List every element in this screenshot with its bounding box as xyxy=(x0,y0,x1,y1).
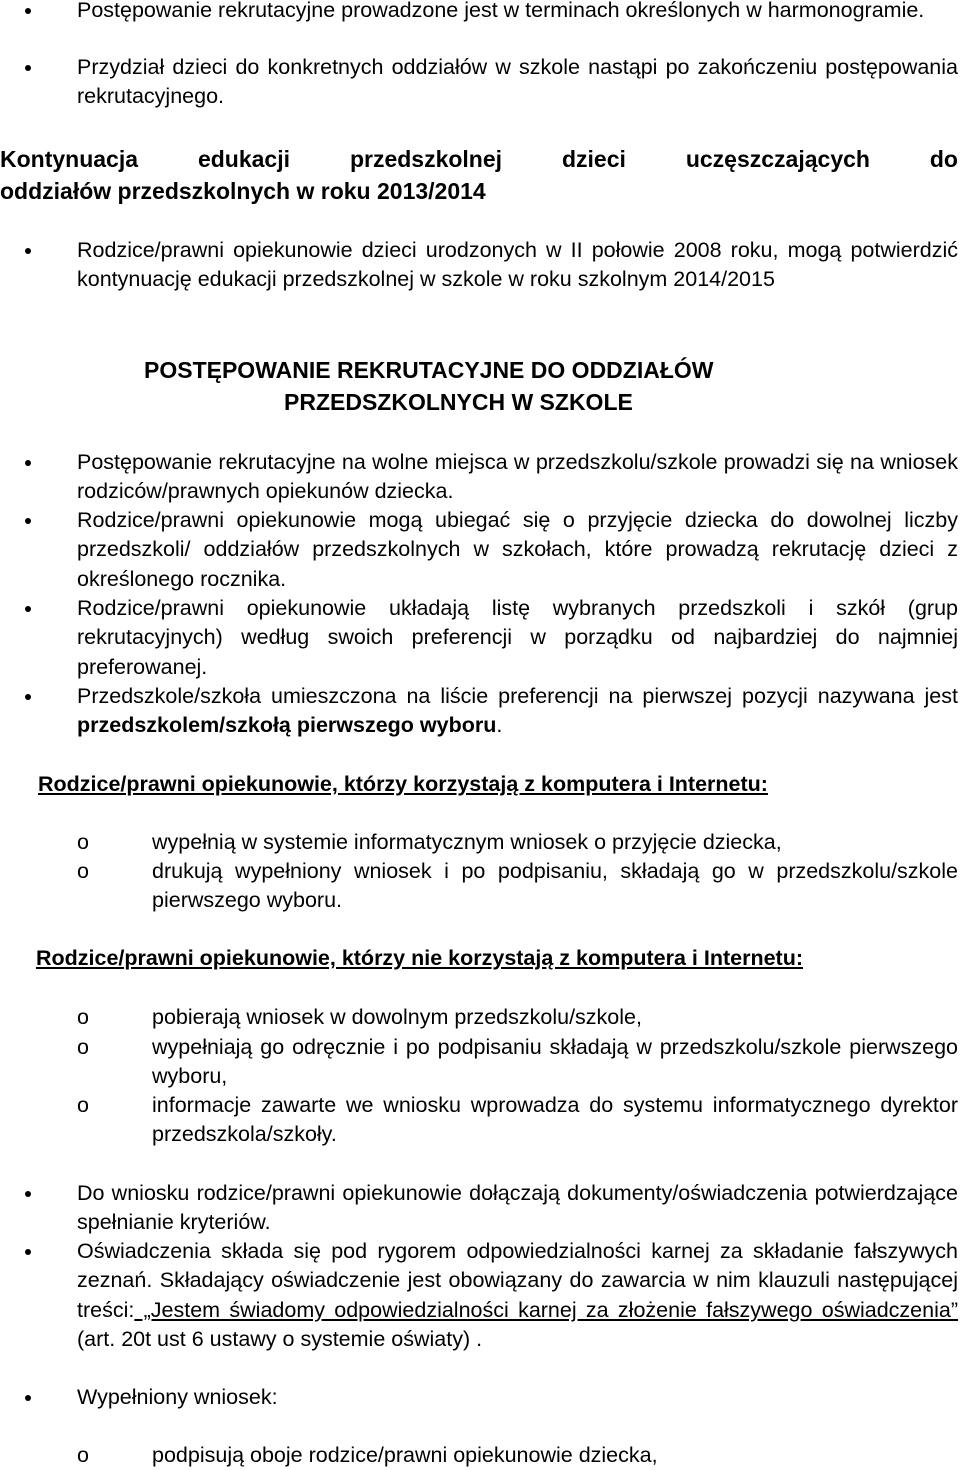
bullet-text: Do wniosku rodzice/prawni opiekunowie dołączają dokumenty/oświadczenia potwierdzające spełnianie kryteriów. xyxy=(77,1181,958,1235)
bullet-text: Postępowanie rekrutacyjne prowadzone jest w terminach określonych w harmonogramie. xyxy=(77,0,925,22)
item-text: wypełniają go odręcznie i po podpisaniu składają w przedszkolu/szkole pierwszego wyboru, xyxy=(152,1035,958,1089)
bullet-icon xyxy=(25,606,31,612)
list-item xyxy=(0,0,958,25)
list-item xyxy=(0,53,958,112)
bullet-icon xyxy=(25,1191,31,1197)
list-item xyxy=(0,682,958,741)
list-item xyxy=(0,1033,958,1092)
bullet-text: Przedszkole/szkoła umieszczona na liście preferencji na pierwszej pozycji nazywana jest przedszkolem/szkołą pierwszego wyboru. xyxy=(77,684,958,738)
bullet-icon xyxy=(25,248,31,254)
quoted-clause: „Jestem świadomy odpowiedzialności karnej za złożenie fałszywego oświadczenia” xyxy=(134,1297,958,1322)
bullet-icon xyxy=(25,460,31,466)
subsection-heading: Rodzice/prawni opiekunowie, którzy korzystają z komputera i Internetu: xyxy=(38,772,768,796)
subsection-heading: Rodzice/prawni opiekunowie, którzy nie korzystają z komputera i Internetu: xyxy=(36,946,803,970)
bullet-text: Przydział dzieci do konkretnych oddziałów w szkole nastąpi po zakończeniu postępowania rekrutacyjnego. xyxy=(77,55,958,109)
circle-bullet-icon: o xyxy=(77,1443,89,1467)
list-item xyxy=(0,1383,958,1412)
item-text: pobierają wniosek w dowolnym przedszkolu/szkole, xyxy=(152,1005,642,1029)
bullet-icon xyxy=(25,65,31,71)
list-item xyxy=(0,236,958,295)
circle-bullet-icon: o xyxy=(77,1093,89,1117)
bullet-icon xyxy=(25,8,31,14)
circle-bullet-icon: o xyxy=(77,859,89,883)
emphasis-text: przedszkolem/szkołą pierwszego wyboru xyxy=(77,713,497,738)
heading-line: Kontynuacja edukacji przedszkolnej dzieci uczęszczających do xyxy=(0,146,958,172)
list-item xyxy=(0,594,958,682)
circle-bullet-icon: o xyxy=(77,1005,89,1029)
circle-bullet-icon: o xyxy=(77,1035,89,1059)
list-item xyxy=(0,1237,958,1355)
bullet-text: Wypełniony wniosek: xyxy=(77,1385,278,1409)
list-item xyxy=(0,1091,958,1150)
list-item xyxy=(0,1003,958,1032)
bullet-icon xyxy=(25,694,31,700)
item-text: wypełnią w systemie informatycznym wniosek o przyjęcie dziecka, xyxy=(152,830,782,854)
bullet-icon xyxy=(25,1395,31,1401)
list-item xyxy=(0,506,958,594)
bullet-text: Rodzice/prawni opiekunowie mogą ubiegać się o przyjęcie dziecka do dowolnej liczby przedszkoli/ oddziałów przedszkolnych w szkołach, które prowadzą rekrutację dzieci z określonego rocznika. xyxy=(77,508,958,591)
section-heading xyxy=(0,143,958,207)
section-heading xyxy=(144,354,714,418)
list-item xyxy=(0,857,958,916)
circle-bullet-icon: o xyxy=(77,830,89,854)
list-item xyxy=(0,448,958,507)
bullet-text: Oświadczenia składa się pod rygorem odpowiedzialności karnej za składanie fałszywych zeznań. Składający oświadczenie jest obowiązany do zawarcia w nim klauzuli następującej treści: „Jestem świadomy odpowiedzialności karnej za złożenie fałszywego oświadczenia” (art. 20t ust 6 ustawy o systemie oświaty) . xyxy=(77,1239,958,1352)
heading-line: POSTĘPOWANIE REKRUTACYJNE DO ODDZIAŁÓW xyxy=(144,357,714,383)
item-text: podpisują oboje rodzice/prawni opiekunowie dziecka, xyxy=(152,1443,658,1467)
list-item xyxy=(0,1441,958,1470)
list-item xyxy=(0,828,958,857)
bullet-icon xyxy=(25,1249,31,1255)
bullet-text: Rodzice/prawni opiekunowie dzieci urodzonych w II połowie 2008 roku, mogą potwierdzić kontynuację edukacji przedszkolnej w szkole w roku szkolnym 2014/2015 xyxy=(77,238,958,292)
bullet-text: Rodzice/prawni opiekunowie układają listę wybranych przedszkoli i szkół (grup rekrutacyjnych) według swoich preferencji w porządku od najbardziej do najmniej preferowanej. xyxy=(77,596,958,679)
item-text: informacje zawarte we wniosku wprowadza do systemu informatycznego dyrektor przedszkola/szkoły. xyxy=(152,1093,958,1147)
bullet-icon xyxy=(25,518,31,524)
item-text: drukują wypełniony wniosek i po podpisaniu, składają go w przedszkolu/szkole pierwszego wyboru. xyxy=(152,859,958,913)
heading-line: PRZEDSZKOLNYCH W SZKOLE xyxy=(284,389,633,415)
heading-line: oddziałów przedszkolnych w roku 2013/2014 xyxy=(0,178,486,204)
bullet-text: Postępowanie rekrutacyjne na wolne miejsca w przedszkolu/szkole prowadzi się na wniosek rodziców/prawnych opiekunów dziecka. xyxy=(77,450,958,504)
list-item xyxy=(0,1179,958,1238)
